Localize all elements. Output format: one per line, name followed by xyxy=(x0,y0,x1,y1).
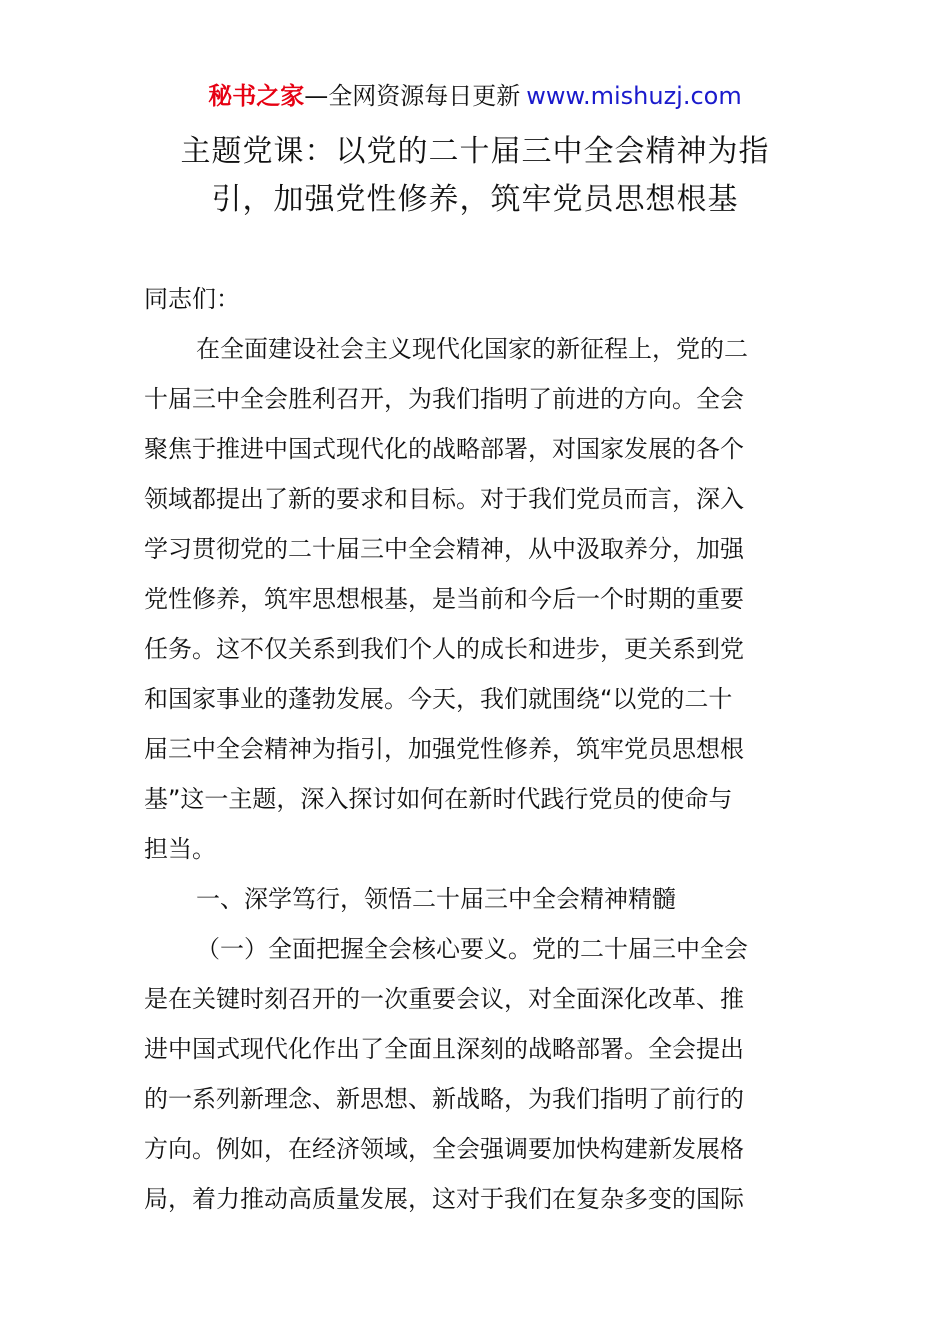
paragraph-line: （一）全面把握全会核心要义。党的二十届三中全会 xyxy=(196,935,748,963)
paragraph-line: 十届三中全会胜利召开，为我们指明了前进的方向。全会 xyxy=(144,385,744,413)
paragraph-line: 党性修养，筑牢思想根基，是当前和今后一个时期的重要 xyxy=(144,585,744,613)
paragraph-line: 领域都提出了新的要求和目标。对于我们党员而言，深入 xyxy=(144,485,744,513)
title-line-2: 引，加强党性修养，筑牢党员思想根基 xyxy=(211,182,739,217)
paragraph-line: 学习贯彻党的二十届三中全会精神，从中汲取养分，加强 xyxy=(144,535,744,563)
site-header xyxy=(0,80,950,112)
brand-name: 秘书之家 xyxy=(208,82,305,110)
paragraph-line: 的一系列新理念、新思想、新战略，为我们指明了前行的 xyxy=(144,1085,744,1113)
document-title xyxy=(120,128,830,224)
paragraph-line: 聚焦于推进中国式现代化的战略部署，对国家发展的各个 xyxy=(144,435,744,463)
paragraph-line: 和国家事业的蓬勃发展。今天，我们就围绕“以党的二十 xyxy=(144,685,733,713)
document-body xyxy=(144,274,816,1224)
paragraph-line: 是在关键时刻召开的一次重要会议，对全面深化改革、推 xyxy=(144,985,744,1013)
paragraph-line: 在全面建设社会主义现代化国家的新征程上，党的二 xyxy=(196,335,748,363)
site-url-link[interactable]: www.mishuzj.com xyxy=(526,82,742,110)
paragraph-line: 基”这一主题，深入探讨如何在新时代践行党员的使命与 xyxy=(144,785,733,813)
paragraph-line: 任务。这不仅关系到我们个人的成长和进步，更关系到党 xyxy=(144,635,744,663)
paragraph-line: 届三中全会精神为指引，加强党性修养，筑牢党员思想根 xyxy=(144,735,744,763)
header-tagline: —全网资源每日更新 xyxy=(304,82,521,110)
paragraph-line: 进中国式现代化作出了全面且深刻的战略部署。全会提出 xyxy=(144,1035,744,1063)
subsection-paragraph xyxy=(144,924,816,1224)
paragraph-line: 方向。例如，在经济领域，全会强调要加快构建新发展格 xyxy=(144,1135,744,1163)
intro-paragraph xyxy=(144,324,816,874)
paragraph-line: 局，着力推动高质量发展，这对于我们在复杂多变的国际 xyxy=(144,1185,744,1213)
paragraph-line: 担当。 xyxy=(144,835,216,863)
title-line-1: 主题党课：以党的二十届三中全会精神为指 xyxy=(180,134,770,169)
salutation: 同志们： xyxy=(144,285,240,313)
section-heading: 一、深学笃行，领悟二十届三中全会精神精髓 xyxy=(196,885,676,913)
